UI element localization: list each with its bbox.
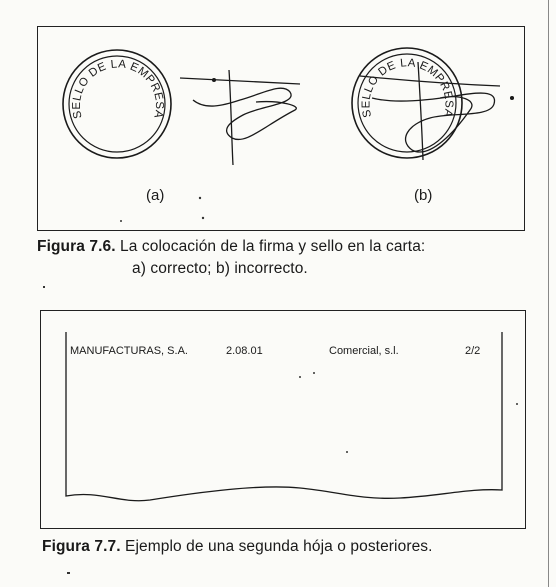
figure-7-6-caption [37, 238, 527, 256]
second-page-sheet [0, 300, 556, 515]
label-b: (b) [414, 187, 433, 204]
header-reference: 2.08.01 [226, 345, 263, 357]
signature-a [180, 70, 300, 165]
figure-7-7-caption-text: Ejemplo de una segunda hója o posteriores. [125, 538, 433, 555]
figure-7-6-caption-label: Figura 7.6. [37, 238, 116, 255]
header-company: MANUFACTURAS, S.A. [70, 345, 188, 357]
figure-7-7-caption-label: Figura 7.7. [42, 538, 121, 555]
figure-7-6-illustration [0, 0, 556, 240]
figure-7-6-caption-line2: a) correcto; b) incorrecto. [132, 260, 308, 277]
figure-7-6-caption-line1: La colocación de la firma y sello en la carta: [120, 238, 426, 255]
company-stamp-b [352, 48, 462, 158]
stamp-text-a: SELLO DE LA EMPRESA [70, 58, 166, 120]
figure-7-7-caption [42, 538, 542, 556]
header-recipient: Comercial, s.l. [329, 345, 399, 357]
label-a: (a) [146, 187, 165, 204]
company-stamp-a [63, 50, 171, 158]
stamp-text-b: SELLO DE LA EMPRESA [360, 57, 455, 119]
header-page: 2/2 [465, 345, 481, 357]
